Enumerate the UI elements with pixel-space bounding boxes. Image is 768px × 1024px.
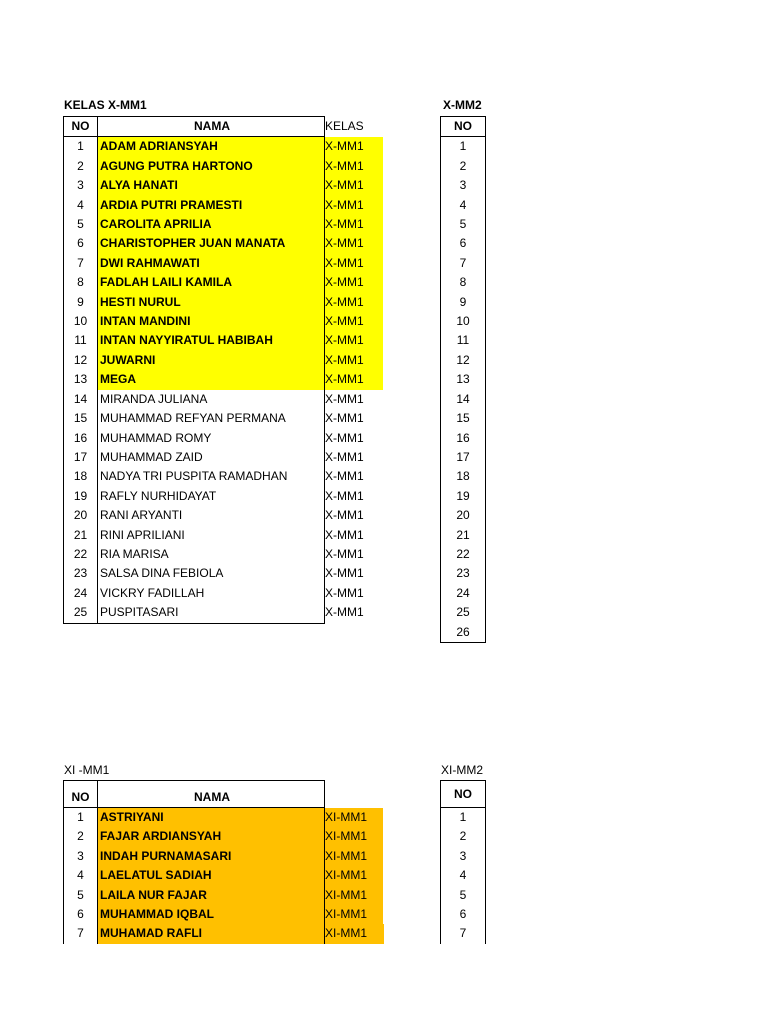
table-row [64,370,384,389]
table-row [441,196,486,215]
table-row [441,506,486,525]
student-class: X-MM1 [325,488,364,503]
row-number: 7 [64,254,98,273]
student-name: LAILA NUR FAJAR [98,886,325,905]
student-class: X-MM1 [325,411,364,426]
student-class: X-MM1 [325,331,384,350]
row-number: 1 [64,137,98,157]
row-number: 2 [64,827,98,846]
row-number: 3 [64,847,98,866]
table-row [441,487,486,506]
header-nama: NAMA [98,781,325,808]
row-number: 15 [441,409,486,428]
row-number: 4 [64,866,98,885]
table-row [64,886,384,905]
row-number: 10 [64,312,98,331]
student-name: MUHAMMAD ZAID [98,448,325,467]
table-row [64,526,384,545]
table-row [64,293,384,312]
row-number: 7 [64,924,98,943]
student-class: X-MM1 [325,254,384,273]
table-row [441,137,486,157]
student-class: X-MM1 [325,137,384,157]
student-class: X-MM1 [325,430,364,445]
table-row [64,390,384,409]
table-row [441,866,486,885]
row-number: 6 [441,905,486,924]
student-class: X-MM1 [325,215,384,234]
row-number: 2 [441,827,486,846]
row-number: 20 [441,506,486,525]
table-xi-mm2 [440,780,486,944]
student-name: AGUNG PUTRA HARTONO [98,157,325,176]
table-row [64,234,384,253]
table-row [64,273,384,292]
table-row [64,409,384,428]
table-row [64,545,384,564]
student-name: VICKRY FADILLAH [98,584,325,603]
row-number: 15 [64,409,98,428]
table-row [441,545,486,564]
table-row [441,215,486,234]
table-row [64,564,384,583]
student-class: XI-MM1 [325,924,384,943]
student-class: XI-MM1 [325,866,384,885]
row-number: 3 [441,847,486,866]
row-number: 6 [64,905,98,924]
table-row [441,429,486,448]
student-name: ADAM ADRIANSYAH [98,137,325,157]
row-number: 11 [441,331,486,350]
student-name: RANI ARYANTI [98,506,325,525]
table-row [64,924,384,943]
row-number: 23 [64,564,98,583]
student-name: ALYA HANATI [98,176,325,195]
row-number: 17 [64,448,98,467]
student-class: X-MM1 [325,234,384,253]
student-name: RIA MARISA [98,545,325,564]
student-class: X-MM1 [325,566,364,581]
table-row [441,312,486,331]
table-row [64,196,384,215]
row-number: 12 [441,351,486,370]
student-name: RAFLY NURHIDAYAT [98,487,325,506]
table-row [64,331,384,350]
row-number: 25 [441,603,486,622]
table-row [64,905,384,924]
table-row [64,847,384,866]
row-number: 4 [441,866,486,885]
student-name: FAJAR ARDIANSYAH [98,827,325,846]
student-class: X-MM1 [325,370,384,389]
student-name: FADLAH LAILI KAMILA [98,273,325,292]
table-row [441,157,486,176]
table-row [441,924,486,943]
student-class: X-MM1 [325,176,384,195]
table-row [64,506,384,525]
row-number: 5 [64,215,98,234]
student-class: X-MM1 [325,546,364,561]
row-number: 11 [64,331,98,350]
student-class: X-MM1 [325,508,364,523]
student-name: CAROLITA APRILIA [98,215,325,234]
row-number: 18 [64,467,98,486]
row-number: 4 [441,196,486,215]
student-class: X-MM1 [325,196,384,215]
table-row [441,370,486,389]
header-nama: NAMA [98,117,325,137]
student-class: X-MM1 [325,293,384,312]
student-name: RINI APRILIANI [98,526,325,545]
row-number: 19 [441,487,486,506]
student-name: SALSA DINA FEBIOLA [98,564,325,583]
row-number: 3 [441,176,486,195]
row-number: 2 [441,157,486,176]
table-row [441,467,486,486]
student-name: MEGA [98,370,325,389]
row-number: 16 [64,429,98,448]
student-class: XI-MM1 [325,808,384,828]
row-number: 5 [441,886,486,905]
row-number: 14 [64,390,98,409]
student-class: X-MM1 [325,449,364,464]
student-class: XI-MM1 [325,847,384,866]
student-class: XI-MM1 [325,827,384,846]
row-number: 21 [64,526,98,545]
row-number: 1 [441,808,486,828]
row-number: 26 [441,623,486,643]
table-row [441,390,486,409]
table-row [441,584,486,603]
row-number: 9 [441,293,486,312]
row-number: 24 [64,584,98,603]
table-row [64,467,384,486]
row-number: 8 [64,273,98,292]
table-row [64,254,384,273]
row-number: 7 [441,924,486,943]
table-row [441,351,486,370]
student-name: MIRANDA JULIANA [98,390,325,409]
table-row [64,429,384,448]
row-number: 23 [441,564,486,583]
table-row [64,351,384,370]
student-class: X-MM1 [325,605,364,620]
section-title-x-mm2: X-MM2 [443,98,482,112]
row-number: 8 [441,273,486,292]
row-number: 6 [441,234,486,253]
table-row [64,584,384,603]
table-row [441,409,486,428]
student-class: XI-MM1 [325,886,384,905]
table-row [441,564,486,583]
student-name: INTAN MANDINI [98,312,325,331]
table-row [64,312,384,331]
row-number: 18 [441,467,486,486]
student-class: X-MM1 [325,585,364,600]
table-row [441,603,486,622]
header-no: NO [441,781,486,808]
student-class: X-MM1 [325,157,384,176]
student-name: MUHAMMAD REFYAN PERMANA [98,409,325,428]
table-row [64,157,384,176]
student-name: INDAH PURNAMASARI [98,847,325,866]
student-name: ASTRIYANI [98,808,325,828]
row-number: 1 [64,808,98,828]
row-number: 6 [64,234,98,253]
header-no: NO [64,117,98,137]
section-title-x-mm1: KELAS X-MM1 [64,98,147,112]
table-row [64,603,384,623]
table-row [64,137,384,157]
student-name: PUSPITASARI [98,603,325,623]
row-number: 17 [441,448,486,467]
student-class: XI-MM1 [325,905,384,924]
row-number: 21 [441,526,486,545]
student-name: LAELATUL SADIAH [98,866,325,885]
table-row [441,886,486,905]
row-number: 3 [64,176,98,195]
student-name: MUHAMMAD IQBAL [98,905,325,924]
row-number: 14 [441,390,486,409]
row-number: 4 [64,196,98,215]
student-class: X-MM1 [325,351,384,370]
table-row [441,273,486,292]
row-number: 16 [441,429,486,448]
student-class: X-MM1 [325,273,384,292]
student-name: HESTI NURUL [98,293,325,312]
student-class: X-MM1 [325,527,364,542]
table-x-mm1 [63,116,384,624]
row-number: 24 [441,584,486,603]
table-row [64,448,384,467]
row-number: 22 [441,545,486,564]
table-row [64,808,384,828]
section-title-xi-mm2: XI-MM2 [441,763,483,777]
table-xi-mm1 [63,780,384,944]
row-number: 1 [441,137,486,157]
row-number: 5 [64,886,98,905]
table-row [441,526,486,545]
row-number: 12 [64,351,98,370]
student-class: X-MM1 [325,391,364,406]
table-row [441,623,486,643]
table-row [64,176,384,195]
row-number: 9 [64,293,98,312]
student-name: CHARISTOPHER JUAN MANATA [98,234,325,253]
row-number: 19 [64,487,98,506]
row-number: 22 [64,545,98,564]
table-x-mm2 [440,116,486,643]
student-class: X-MM1 [325,469,364,484]
table-row [441,448,486,467]
row-number: 20 [64,506,98,525]
table-row [441,293,486,312]
student-name: INTAN NAYYIRATUL HABIBAH [98,331,325,350]
table-row [441,331,486,350]
row-number: 5 [441,215,486,234]
header-no: NO [64,781,98,808]
student-name: ARDIA PUTRI PRAMESTI [98,196,325,215]
student-name: MUHAMAD RAFLI [98,924,325,943]
student-name: MUHAMMAD ROMY [98,429,325,448]
row-number: 10 [441,312,486,331]
table-row [64,487,384,506]
header-no: NO [441,117,486,137]
table-row [441,827,486,846]
table-row [441,847,486,866]
table-row [441,808,486,828]
student-class: X-MM1 [325,312,384,331]
row-number: 13 [64,370,98,389]
row-number: 2 [64,157,98,176]
student-name: NADYA TRI PUSPITA RAMADHAN [98,467,325,486]
student-name: DWI RAHMAWATI [98,254,325,273]
table-row [64,215,384,234]
table-row [64,827,384,846]
table-row [441,254,486,273]
section-title-xi-mm1: XI -MM1 [64,763,110,777]
row-number: 7 [441,254,486,273]
row-number: 13 [441,370,486,389]
student-name: JUWARNI [98,351,325,370]
header-kelas: KELAS [325,119,364,133]
table-row [64,866,384,885]
table-row [441,905,486,924]
row-number: 25 [64,603,98,623]
table-row [441,234,486,253]
table-row [441,176,486,195]
